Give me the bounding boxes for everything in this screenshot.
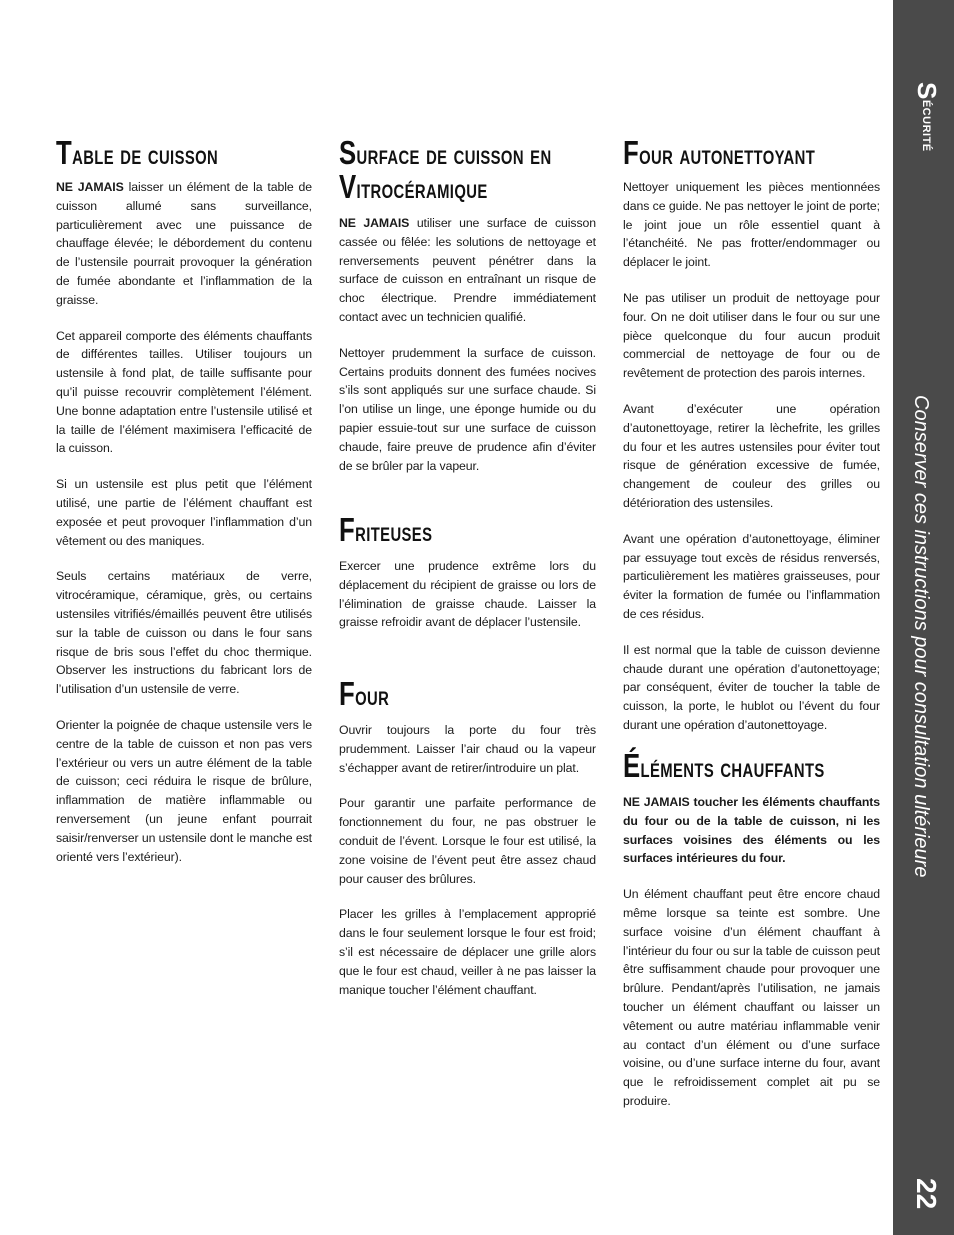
heading-table-de-cuisson: Table de cuisson <box>56 134 219 171</box>
warning-paragraph: NE JAMAIS toucher les éléments chauffants du four ou de la table de cuisson, ni les surfaces voisines des éléments ou les surfaces intérieures du four. <box>623 795 880 866</box>
heading-friteuses: Friteuses <box>339 511 433 548</box>
paragraph: Ne pas utiliser un produit de nettoyage pour four. On ne doit utiliser dans le four ou sur une pièce quelconque du four aucun produit commercial de nettoyage de four ou de revêtement de protection des parois internes. <box>623 290 880 381</box>
sidebar-tagline: Conserver ces instructions pour consultation ultérieure <box>910 395 932 878</box>
heading-elements-chauffants: Éléments chauffants <box>623 747 825 784</box>
page-number: 22 <box>911 1178 942 1210</box>
paragraph: Il est normal que la table de cuisson devienne chaude durant une opération d’autonettoyage; par conséquent, éviter de toucher la table de cuisson, la porte, le hublot ou l’évent du four durant une opération d’autonettoyage. <box>623 642 880 732</box>
paragraph: Placer les grilles à l’emplacement approprié dans le four seulement lorsque le four est froid; s’il est nécessaire de déplacer une grille alors que le four est chaud, veiller à ne pas laisser la manique toucher l’élément chauffant. <box>339 907 596 997</box>
heading-four-autonettoyant: Four autonettoyant <box>623 134 816 171</box>
paragraph: Cet appareil comporte des éléments chauffants de différentes tailles. Utiliser toujours un ustensile à fond plat, de taille suffisante pour qu’il puisse recouvrir complètement l’élément. Une bonne adaptation entre l’ustensile utilisé et la taille de l’élément maximisera l’efficacité de la cuisson. <box>56 328 312 456</box>
paragraph: Orienter la poignée de chaque ustensile vers le centre de la table de cuisson et non pas vers l’extérieur ou vers un autre élément de la table de cuisson; ceci réduira le risque de brûlure, inflammation de matière inflammable ou renversement (un jeune enfant pourrait saisir/renverser un ustensile dont le manche est orienté vers l’extérieur). <box>56 717 312 864</box>
heading-four: Four <box>339 675 390 712</box>
paragraph: Si un ustensile est plus petit que l’élément utilisé, une partie de l’élément chauffant est exposée et peut provoquer l’inflammation d’un vêtement ou des maniques. <box>56 477 312 548</box>
paragraph: Avant une opération d’autonettoyage, éliminer par essuyage tout excès de résidus renversés, particulièrement les matières graisseuses, pour éviter la formation de fumée ou l’inflammation de ces résidus. <box>623 531 880 621</box>
heading-surface-vitroceramique: Surface de cuisson en Vitrocéramique <box>339 134 552 205</box>
paragraph: Seuls certains matériaux de verre, vitrocéramique, céramique, grès, ou certains ustensiles vitrifiés/émaillés peuvent être utilisés sur la table de cuisson ou dans le four sans risque de bris sous l’effet du choc thermique. Observer les instructions du fabricant lors de l’utilisation d’un ustensile de verre. <box>56 569 312 697</box>
paragraph: NE JAMAIS laisser un élément de la table de cuisson allumé sans surveillance, particulièrement avec une puissance de chauffage élevée; le débordement du contenu de l’ustensile pourrait provoquer la génération de fumée abondante et l’inflammation de la graisse. <box>56 180 312 307</box>
paragraph: Ouvrir toujours la porte du four très prudemment. Laisser l’air chaud ou la vapeur s’échapper avant de retirer/introduire un plat. <box>339 723 596 775</box>
section-title: Sécurité <box>912 82 942 152</box>
paragraph: Nettoyer prudemment la surface de cuisson. Certains produits donnent des fumées nocives s’ils sont appliqués sur une surface chaude. Si l’on utilise un linge, une éponge humide ou du papier essuie-tout sur une surface de cuisson chaude, faire preuve de prudence afin d’éviter de se brûler par la vapeur. <box>339 345 596 473</box>
paragraph: Pour garantir une parfaite performance de fonctionnement du four, ne pas obstruer le conduit de l’évent. Lorsque le four est utilisé, la zone voisine de l’évent peut être assez chaud pour causer des brûlures. <box>339 796 596 886</box>
paragraph: Exercer une prudence extrême lors du déplacement du récipient de graisse ou lors de l’élimination de graisse chaude. Laisser la graisse refroidir avant de déplacer l’ustensile. <box>339 559 596 630</box>
paragraph: Avant d’exécuter une opération d’autonettoyage, retirer la lèchefrite, les grilles du four et les autres ustensiles pour éviter tout risque de génération excessive de fumée, changement de couleur des grilles ou détérioration des ustensiles. <box>623 401 880 510</box>
paragraph: Un élément chauffant peut être encore chaud même lorsque sa teinte est sombre. Une surface voisine d’un élément chauffant à l’intérieur du four ou sur la table de cuisson peut être suffisamment chaude pour provoquer une brûlure. Pendant/après l’utilisation, ne jamais toucher un élément chauffant ou laisser un vêtement ou autre matériau inflammable venir au contact d’un élément ou d’une surface voisine, ou d’une surface interne du four, avant que le refroidissement complet ait pu se produire. <box>623 887 880 1108</box>
paragraph: Nettoyer uniquement les pièces mentionnées dans ce guide. Ne pas nettoyer le joint de porte; le joint joue un rôle essentiel quant à l’étanchéité. Ne pas frotter/endommager ou déplacer le joint. <box>623 180 880 270</box>
paragraph: NE JAMAIS utiliser une surface de cuisson cassée ou fêlée: les solutions de nettoyage et renversements peuvent pénétrer dans la surface de cuisson en entraînant un risque de choc électrique. Prendre immédiatement contact avec un technicien qualifié. <box>339 216 596 324</box>
